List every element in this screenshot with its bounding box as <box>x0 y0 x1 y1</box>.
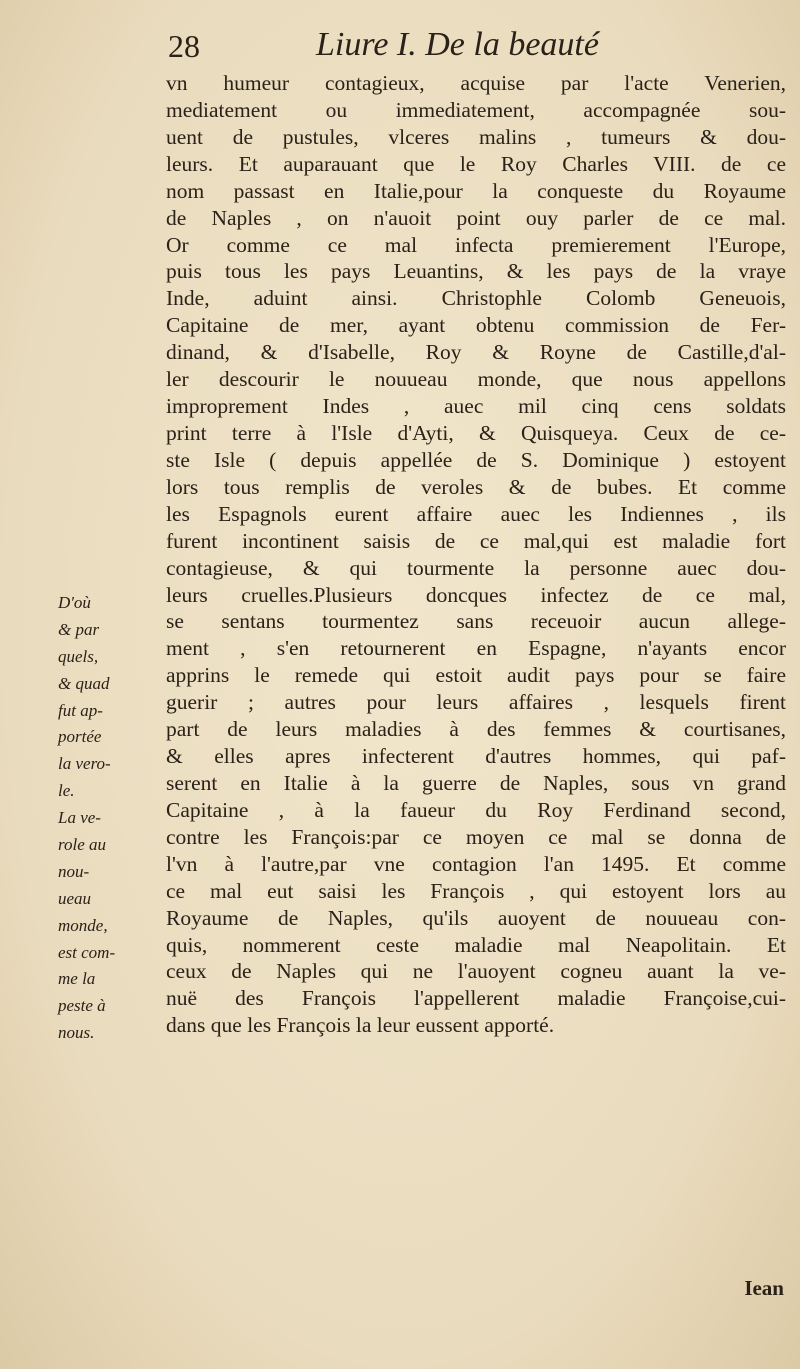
margin-note-line: me la <box>58 969 96 989</box>
margin-note-line: monde, <box>58 915 108 935</box>
text-line: les Espagnols eurent affaire auec les Indiennes , ils <box>166 501 786 526</box>
text-line: nom passast en Italie,pour la conqueste du Royaume <box>166 178 786 203</box>
text-line: Or comme ce mal infecta premierement l'Europe, <box>166 232 786 257</box>
running-title: Liure I. De la beauté <box>316 26 599 63</box>
text-line: furent incontinent saisis de ce mal,qui est maladie fort <box>166 528 786 553</box>
text-line: print terre à l'Isle d'Ayti, & Quisqueya. Ceux de ce- <box>166 420 786 445</box>
body-text <box>166 70 786 1039</box>
text-line: mediatement ou immediatement, accompagnée sou- <box>166 97 786 122</box>
margin-note-line: fut ap- <box>58 700 103 720</box>
text-line: ler descourir le nouueau monde, que nous appellons <box>166 367 786 392</box>
text-line: Inde, aduint ainsi. Christophle Colomb Geneuois, <box>166 286 786 311</box>
margin-note-line: D'où <box>58 593 91 612</box>
text-line: de Naples , on n'auoit point ouy parler de ce mal. <box>166 205 786 230</box>
text-line: improprement Indes , auec mil cinq cens soldats <box>166 394 786 419</box>
text-line: dinand, & d'Isabelle, Roy & Royne de Castille,d'al- <box>166 340 786 365</box>
text-line: ste Isle ( depuis appellée de S. Dominique ) estoyent <box>166 447 786 472</box>
margin-note-line: est com- <box>58 942 116 962</box>
catchword: Iean <box>744 1276 784 1300</box>
text-line: lors tous remplis de veroles & de bubes. Et comme <box>166 474 786 499</box>
text-line: contre les François:par ce moyen ce mal se donna de <box>166 824 786 849</box>
margin-note-line: la vero- <box>58 754 111 774</box>
text-line: ce mal eut saisi les François , qui estoyent lors au <box>166 878 786 903</box>
text-line: ceux de Naples qui ne l'auoyent cogneu auant la ve- <box>166 959 786 984</box>
text-line: Capitaine , à la faueur du Roy Ferdinand second, <box>166 797 786 822</box>
margin-note-line: nous. <box>58 1023 95 1043</box>
text-line: Capitaine de mer, ayant obtenu commission de Fer- <box>166 313 786 338</box>
text-line: leurs. Et auparauant que le Roy Charles VIII. de ce <box>166 151 786 176</box>
text-line: apprins le remede qui estoit audit pays pour se faire <box>166 663 786 688</box>
margin-note-line: & quad <box>58 673 110 693</box>
page-header <box>168 22 768 72</box>
text-line: guerir ; autres pour leurs affaires , lesquels firent <box>166 690 786 715</box>
margin-note-line: nou- <box>58 861 90 881</box>
margin-note-line: ueau <box>58 888 92 908</box>
text-line: l'vn à l'autre,par vne contagion l'an 1495. Et comme <box>166 851 786 876</box>
text-line: nuë des François l'appellerent maladie Françoise,cui- <box>166 986 786 1011</box>
margin-note <box>58 590 158 1047</box>
margin-note-line: role au <box>58 835 107 855</box>
text-line: leurs cruelles.Plusieurs doncques infectez de ce mal, <box>166 582 786 607</box>
margin-note-line: La ve- <box>58 808 101 828</box>
text-line: Royaume de Naples, qu'ils auoyent de nouueau con- <box>166 905 786 930</box>
text-line: part de leurs maladies à des femmes & courtisanes, <box>166 717 786 742</box>
text-line: dans que les François la leur eussent apporté. <box>166 1013 555 1038</box>
text-line: uent de pustules, vlceres malins , tumeurs & dou- <box>166 124 786 149</box>
text-line: ment , s'en retournerent en Espagne, n'ayants encor <box>166 636 786 661</box>
margin-note-line: & par <box>58 619 100 639</box>
margin-note-line: portée <box>58 727 102 747</box>
text-line: serent en Italie à la guerre de Naples, sous vn grand <box>166 770 786 795</box>
text-line: & elles apres infecterent d'autres hommes, qui paf- <box>166 744 786 769</box>
text-line: quis, nommerent ceste maladie mal Neapolitain. Et <box>166 932 786 957</box>
margin-note-line: le. <box>58 781 75 801</box>
text-line: puis tous les pays Leuantins, & les pays de la vraye <box>166 259 786 284</box>
page-number: 28 <box>168 28 200 64</box>
text-line: se sentans tourmentez sans receuoir aucun allege- <box>166 609 786 634</box>
margin-note-line: peste à <box>58 996 106 1016</box>
text-line: contagieuse, & qui tourmente la personne auec dou- <box>166 555 786 580</box>
margin-note-line: quels, <box>58 646 99 666</box>
text-line: vn humeur contagieux, acquise par l'acte Venerien, <box>166 71 786 95</box>
